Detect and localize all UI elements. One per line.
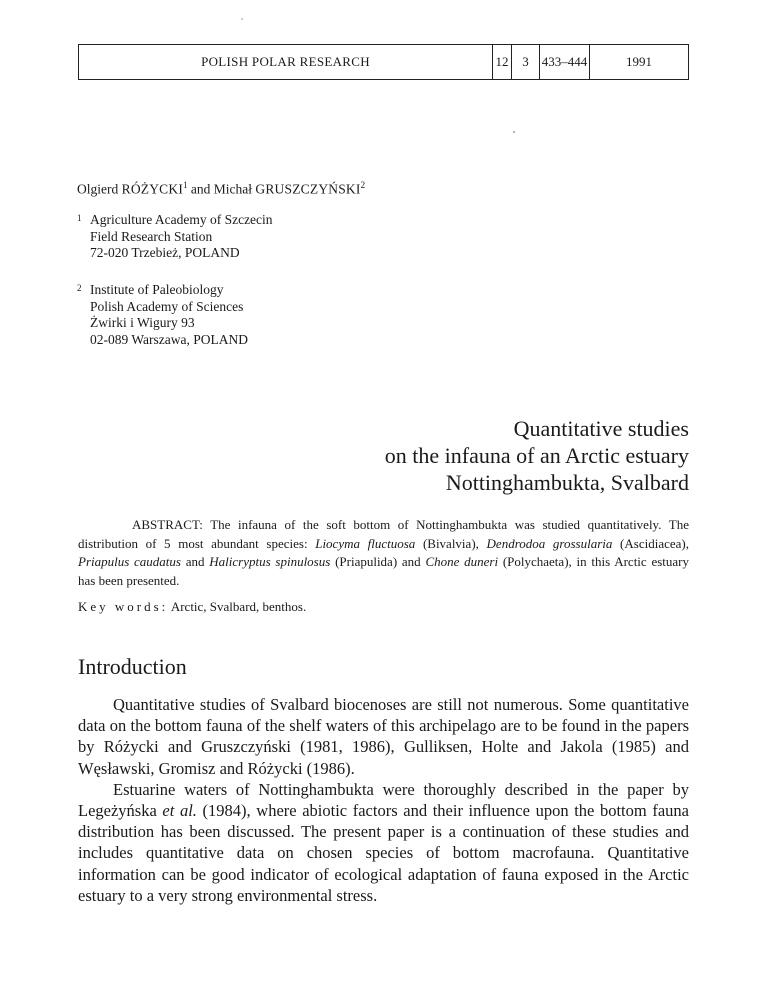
author1-first-name: Olgierd xyxy=(77,181,119,197)
affiliation-line: Żwirki i Wigury 93 xyxy=(90,315,195,330)
volume-number: 12 xyxy=(492,45,511,79)
affiliation-line: 02-089 Warszawa, POLAND xyxy=(90,331,249,347)
publication-year: 1991 xyxy=(589,45,688,79)
author2-first-name: Michał xyxy=(213,181,253,197)
keywords xyxy=(78,599,306,615)
author1-last-name: RÓŻYCKI xyxy=(121,181,184,197)
affiliation-line: 72-020 Trzebież, POLAND xyxy=(90,245,240,260)
author1-affil-mark: 1 xyxy=(183,180,188,190)
journal-name: POLISH POLAR RESEARCH xyxy=(201,54,370,69)
journal-header xyxy=(78,44,689,80)
title-line-1: Quantitative studies xyxy=(513,416,689,441)
affiliation-line: Polish Academy of Sciences xyxy=(90,298,244,314)
paragraph-2 xyxy=(78,779,689,906)
author2-last-name: GRUSZCZYŃSKI xyxy=(255,181,361,197)
species-name: Dendrodoa grossularia xyxy=(486,535,613,551)
page-range: 433–444 xyxy=(539,45,589,79)
title-line-3: Nottinghambukta, Svalbard xyxy=(445,470,689,495)
species-name: Chone duneri xyxy=(425,554,499,570)
introduction-body xyxy=(78,694,689,906)
abstract-label: ABSTRACT: xyxy=(132,517,203,532)
title-line-2: on the infauna of an Arctic estuary xyxy=(384,443,689,468)
paragraph-2-text: (1984), where abiotic factors and their influence upon the bottom fauna distribution has been discussed. The present paper is a continuation of these studies and includes quantitative data on chosen species of bottom macrofauna. Quantitative information can be good indicator of ecological adaptation of fauna exposed in the Arctic estuary to a very strong environmental stress. xyxy=(78,801,689,905)
affiliation-1-number: 1 xyxy=(77,213,82,223)
species-name: Halicryptus spinulosus xyxy=(209,554,331,570)
abstract-text: The infauna of the soft bottom of Nottinghambukta was studied quantitatively. The distribution of 5 most abundant species: xyxy=(78,517,689,551)
author2-affil-mark: 2 xyxy=(360,180,366,190)
paper-title xyxy=(385,415,689,496)
affiliation-2 xyxy=(77,282,248,348)
abstract-text: (Priapulida) and xyxy=(330,554,426,570)
affiliation-2-number: 2 xyxy=(77,283,82,293)
keywords-text: Arctic, Svalbard, benthos. xyxy=(168,599,307,614)
species-name: Liocyma fluctuosa xyxy=(315,535,416,551)
section-heading: Introduction xyxy=(78,654,187,679)
abstract-text: (Polychaeta), in this Arctic estuary has been presented. xyxy=(78,554,689,589)
keywords-label: Key words: xyxy=(78,599,169,614)
scan-speck xyxy=(241,18,243,20)
affiliation-line: Institute of Paleobiology xyxy=(90,282,224,297)
et-al: et al. xyxy=(162,801,197,821)
author-conjunction: and xyxy=(190,181,211,197)
scan-speck xyxy=(513,131,515,133)
paragraph-2-text: Estuarine waters of Nottinghambukta were thoroughly described in the paper by Legeżyńska xyxy=(78,779,689,821)
affiliation-line: Field Research Station xyxy=(90,228,213,244)
affiliation-line: Agriculture Academy of Szczecin xyxy=(90,212,273,227)
paragraph-1: Quantitative studies of Svalbard biocenoses are still not numerous. Some quantitative data on the bottom fauna of the shelf waters of this archipelago are to be found in the papers by Różycki and Gruszczyński (1981, 1986), Gulliksen, Holte and Jakola (1985) and Węsławski, Gromisz and Różycki (1986). xyxy=(78,695,689,778)
abstract xyxy=(78,516,689,591)
abstract-text: and xyxy=(180,554,210,570)
species-name: Priapulus caudatus xyxy=(78,554,181,570)
abstract-text: (Ascidiacea), xyxy=(612,535,689,551)
abstract-text: (Bivalvia), xyxy=(415,535,487,551)
issue-number: 3 xyxy=(511,45,539,79)
affiliation-1 xyxy=(77,212,273,262)
author-line xyxy=(77,180,365,198)
